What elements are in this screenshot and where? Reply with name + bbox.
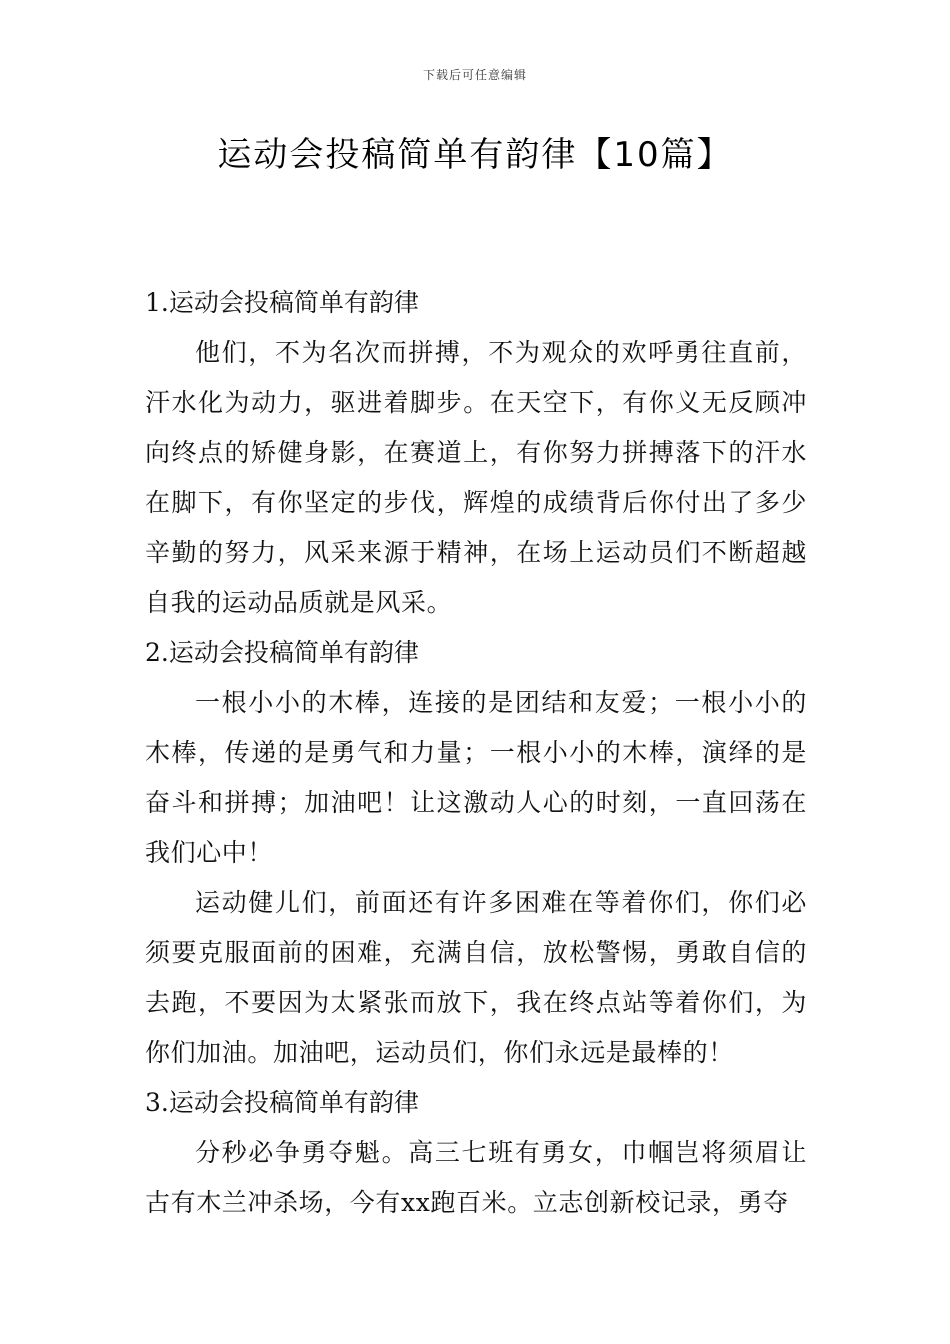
section-heading: 3.运动会投稿简单有韵律 <box>145 1088 419 1117</box>
paragraph: 分秒必争勇夺魁。高三七班有勇女，巾帼岂将须眉让古有木兰冲杀场，今有xx跑百米。立志创新校记录，勇夺 <box>145 1138 807 1217</box>
document-title: 运动会投稿简单有韵律【10篇】 <box>217 135 733 175</box>
section-heading: 2.运动会投稿简单有韵律 <box>145 638 419 667</box>
header-note: 下载后可任意编辑 <box>422 68 527 82</box>
paragraph: 他们，不为名次而拼搏，不为观众的欢呼勇往直前，汗水化为动力，驱进着脚步。在天空下，有你义无反顾冲向终点的矫健身影，在赛道上，有你努力拼搏落下的汗水在脚下，有你坚定的步伐，辉煌的成绩背后你付出了多少辛勤的努力，风采来源于精神，在场上运动员们不断超越自我的运动品质就是风采。 <box>145 338 807 617</box>
paragraph: 运动健儿们，前面还有许多困难在等着你们，你们必须要克服面前的困难，充满自信，放松警惕，勇敢自信的去跑，不要因为太紧张而放下，我在终点站等着你们，为你们加油。加油吧，运动员们，你们永远是最棒的！ <box>145 888 807 1067</box>
paragraph: 一根小小的木棒，连接的是团结和友爱；一根小小的木棒，传递的是勇气和力量；一根小小的木棒，演绎的是奋斗和拼搏；加油吧！让这激动人心的时刻，一直回荡在我们心中！ <box>145 688 807 867</box>
document-body <box>145 278 807 1228</box>
section-heading: 1.运动会投稿简单有韵律 <box>145 288 419 317</box>
